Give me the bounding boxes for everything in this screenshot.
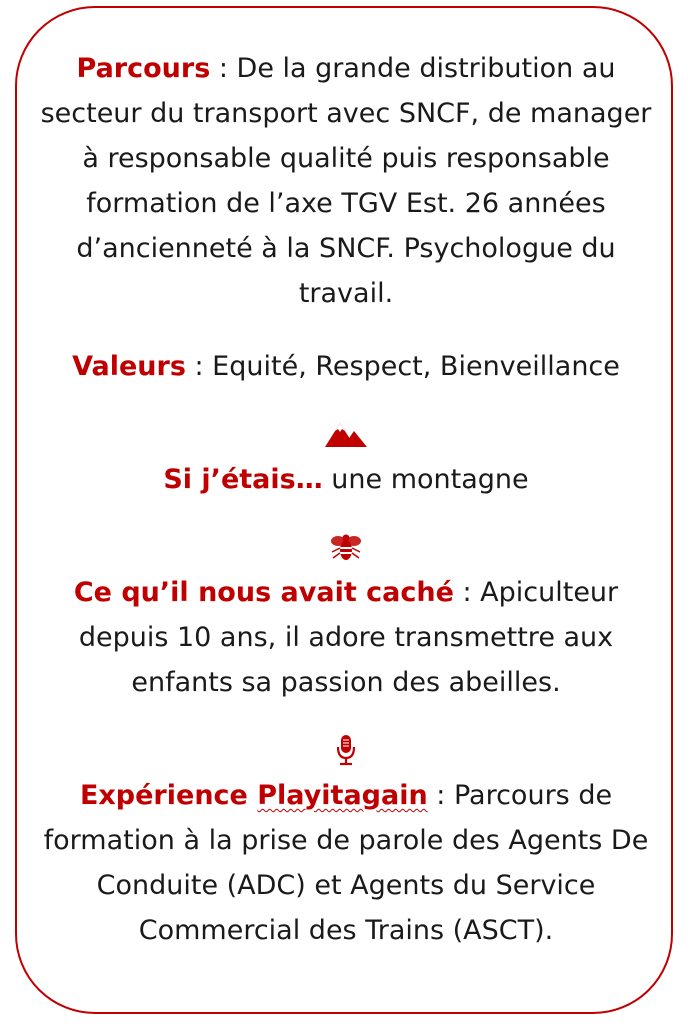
parcours-label: Parcours (76, 53, 211, 84)
bee-icon (40, 532, 652, 562)
cache-label: Ce qu’il nous avait caché (73, 577, 454, 608)
mountain-icon (40, 419, 652, 449)
valeurs-paragraph (40, 344, 652, 389)
experience-paragraph (40, 773, 652, 953)
card-content (40, 46, 652, 953)
cache-text: : Apiculteur depuis 10 ans, il adore transmettre aux enfants sa passion des abeilles. (78, 577, 619, 698)
experience-label-part1: Expérience (79, 780, 258, 811)
cache-paragraph (40, 570, 652, 705)
experience-label (80, 780, 428, 811)
microphone-icon (40, 735, 652, 765)
parcours-paragraph (40, 46, 652, 316)
valeurs-label: Valeurs (72, 351, 186, 382)
valeurs-text: : Equité, Respect, Bienveillance (185, 351, 620, 382)
si-jetais-paragraph (40, 457, 652, 502)
si-jetais-label: Si j’étais… (163, 464, 323, 495)
si-jetais-text: une montagne (322, 464, 529, 495)
parcours-text: : De la grande distribution au secteur du transport avec SNCF, de manager à responsable qualité puis responsable formation de l’axe TGV Est. 26 années d’ancienneté à la SNCF. Psychologue du travail. (40, 53, 652, 309)
experience-text: : Parcours de formation à la prise de parole des Agents De Conduite (ADC) et Agents du Service Commercial des Trains (ASCT). (43, 780, 649, 946)
experience-label-part2: Playitagain (257, 780, 428, 811)
